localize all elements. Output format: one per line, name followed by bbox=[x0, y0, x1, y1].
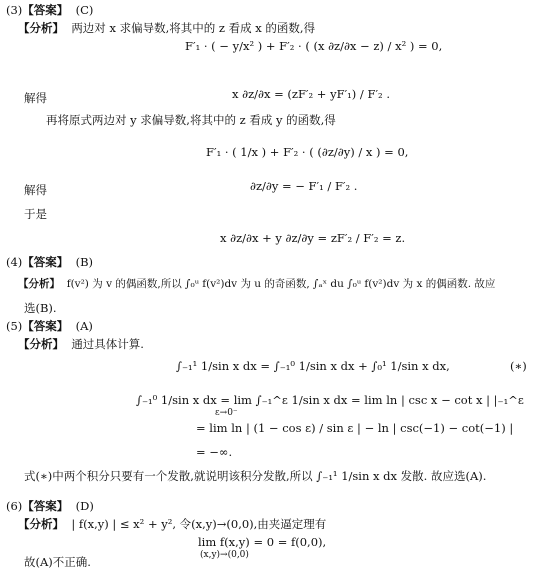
solve-label: 解得 bbox=[24, 183, 47, 197]
problem-6-header bbox=[6, 500, 94, 514]
equation bbox=[185, 40, 442, 54]
equation bbox=[232, 88, 390, 102]
problem-number: (4) bbox=[6, 255, 23, 269]
problem-number: (5) bbox=[6, 319, 23, 333]
analysis-line: 通过具体计算. bbox=[71, 337, 144, 351]
analysis-label: 【分析】 bbox=[18, 517, 64, 531]
equation-text: ∂z/∂y = − F′₁ / F′₂ . bbox=[250, 179, 358, 193]
equation-tag: (∗) bbox=[510, 359, 527, 373]
equation-text: ∫₋₁⁰ 1/sin x dx = lim ∫₋₁^ε 1/sin x dx = lim ln | csc x − cot x | |₋₁^ε bbox=[136, 393, 524, 407]
analysis-line: 故(A)不正确. bbox=[24, 555, 91, 569]
equation-text: x ∂z/∂x + y ∂z/∂y = zF′₂ / F′₂ = z. bbox=[220, 231, 406, 245]
problem-3-header bbox=[6, 4, 93, 18]
equation-text: x ∂z/∂x = (zF′₂ + yF′₁) / F′₂ . bbox=[232, 87, 390, 101]
problem-6-analysis bbox=[18, 518, 326, 532]
answer-value: (C) bbox=[75, 3, 94, 17]
solve-label: 解得 bbox=[24, 91, 47, 105]
equation bbox=[196, 422, 513, 436]
equation-text: = lim ln | (1 − cos ε) / sin ε | − ln | csc(−1) − cot(−1) | bbox=[196, 421, 514, 435]
equation bbox=[176, 360, 450, 374]
equation bbox=[136, 394, 524, 408]
analysis-line: | f(x,y) | ≤ x² + y², 令(x,y)→(0,0),由夹逼定理有 bbox=[71, 517, 327, 531]
problem-number: (6) bbox=[6, 499, 23, 513]
analysis-line: f(v²) 为 v 的偶函数,所以 ∫₀ᵘ f(v²)dv 为 u 的奇函数, ∫ₐˣ du ∫₀ᵘ f(v²)dv 为 x 的偶函数. 故应 bbox=[66, 278, 496, 290]
limit-subscript: ε→0⁻ bbox=[215, 408, 238, 418]
limit-subscript: (x,y)→(0,0) bbox=[200, 550, 249, 560]
analysis-line: 式(∗)中两个积分只要有一个发散,就说明该积分发散,所以 ∫₋₁¹ 1/sin x dx 发散. 故应选(A). bbox=[24, 469, 487, 483]
equation: = −∞. bbox=[196, 445, 233, 459]
answer-value: (D) bbox=[75, 499, 94, 513]
analysis-label: 【分析】 bbox=[18, 21, 64, 35]
problem-number: (3) bbox=[6, 3, 23, 17]
equation bbox=[250, 180, 357, 194]
analysis-line: 选(B). bbox=[24, 301, 57, 315]
problem-4-analysis bbox=[18, 278, 495, 291]
equation: lim f(x,y) = 0 = f(0,0), bbox=[198, 535, 327, 549]
analysis-line: 两边对 x 求偏导数,将其中的 z 看成 x 的函数,得 bbox=[71, 21, 316, 35]
answer-label: 【答案】 bbox=[22, 499, 69, 513]
problem-5-header bbox=[6, 320, 93, 334]
equation-text: F′₁ · ( 1/x ) + F′₂ · ( (∂z/∂y) / x ) = 0, bbox=[206, 145, 409, 159]
problem-3-analysis bbox=[18, 22, 315, 36]
analysis-label: 【分析】 bbox=[18, 337, 64, 351]
equation bbox=[206, 146, 408, 160]
equation-text: F′₁ · ( − y/x² ) + F′₂ · ( (x ∂z/∂x − z) / x² ) = 0, bbox=[185, 39, 443, 53]
thus-label: 于是 bbox=[24, 207, 47, 221]
answer-value: (A) bbox=[75, 319, 93, 333]
problem-5-analysis bbox=[18, 338, 144, 352]
analysis-label: 【分析】 bbox=[18, 278, 60, 290]
equation-text: ∫₋₁¹ 1/sin x dx = ∫₋₁⁰ 1/sin x dx + ∫₀¹ 1/sin x dx, bbox=[176, 359, 450, 373]
answer-label: 【答案】 bbox=[22, 3, 69, 17]
answer-label: 【答案】 bbox=[22, 255, 69, 269]
analysis-line: 再将原式两边对 y 求偏导数,将其中的 z 看成 y 的函数,得 bbox=[46, 113, 336, 127]
answer-label: 【答案】 bbox=[22, 319, 69, 333]
answer-value: (B) bbox=[75, 255, 94, 269]
problem-4-header bbox=[6, 256, 93, 270]
equation bbox=[220, 232, 405, 246]
